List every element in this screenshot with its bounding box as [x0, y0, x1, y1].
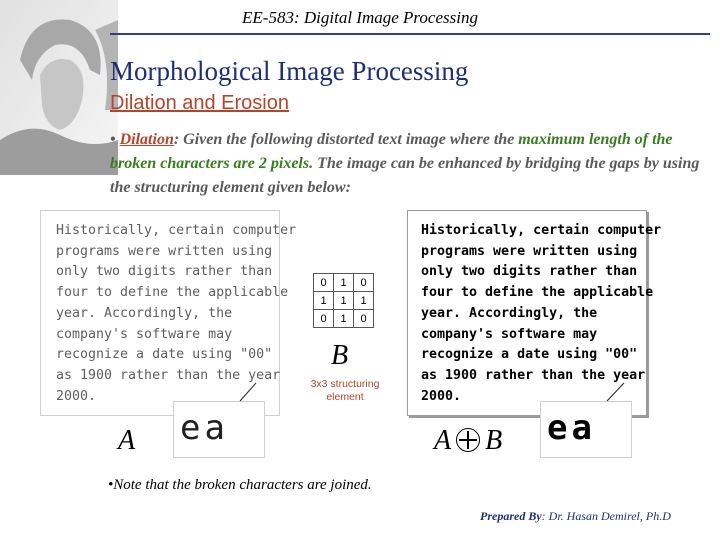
- bullet-text-1: : Given the following distorted text image where the: [173, 131, 519, 148]
- se-cell: 0: [314, 274, 334, 292]
- se-cell: 1: [314, 292, 334, 310]
- se-cell: 1: [354, 292, 374, 310]
- credit-name: : Dr. Hasan Demirel, Ph.D: [541, 509, 671, 523]
- dilated-text-image: [407, 210, 662, 416]
- slide-title: Morphological Image Processing: [110, 56, 469, 86]
- distorted-text: Historically, certain computer programs were written using only two digits rather than four to define the applicable year. Accordingly, the company's software may recognize a date using "00" as 1900 rather than the year 2000.: [56, 223, 297, 404]
- zoom-text-broken: ea: [180, 408, 229, 448]
- structuring-element-caption: 3x3 structuring element: [310, 378, 380, 403]
- se-cell: 0: [354, 274, 374, 292]
- dilated-text: Historically, certain computer programs were written using only two digits rather than four to define the applicable year. Accordingly, the company's software may recognize a date using "00" as 1900 rather than the year 2000.: [421, 223, 662, 404]
- credit-label: Prepared By: [480, 509, 542, 523]
- dilation-term: Dilation: [119, 131, 174, 148]
- structuring-element-grid: [313, 273, 374, 328]
- bullet-text-2: . The image can be enhanced by bridging the gaps by using the structuring element given below:: [110, 155, 700, 196]
- credit-line: [480, 509, 671, 524]
- label-b: B: [331, 340, 349, 371]
- se-cell: 0: [354, 310, 374, 328]
- se-cell: 1: [334, 274, 354, 292]
- se-cell: 0: [314, 310, 334, 328]
- dilation-operator-icon: [456, 428, 480, 452]
- se-cell: 1: [334, 292, 354, 310]
- dilation-bullet: [110, 128, 716, 200]
- slide-subtitle: Dilation and Erosion: [110, 92, 289, 114]
- zoom-text-joined: ea: [547, 408, 596, 448]
- bullet-marker: •: [110, 131, 116, 148]
- note-text: •Note that the broken characters are joined.: [108, 477, 372, 493]
- zoom-inset-broken: [173, 401, 265, 458]
- bullet-highlight: maximum length of the broken characters are 2 pixels: [110, 131, 673, 172]
- zoom-inset-joined: [540, 401, 632, 458]
- se-cell: 1: [334, 310, 354, 328]
- course-header: EE-583: Digital Image Processing: [242, 8, 478, 27]
- distorted-text-image: [40, 210, 297, 416]
- header-rule: [110, 33, 710, 35]
- label-a-dilate-b: A B: [434, 425, 503, 456]
- label-a: A: [118, 425, 136, 456]
